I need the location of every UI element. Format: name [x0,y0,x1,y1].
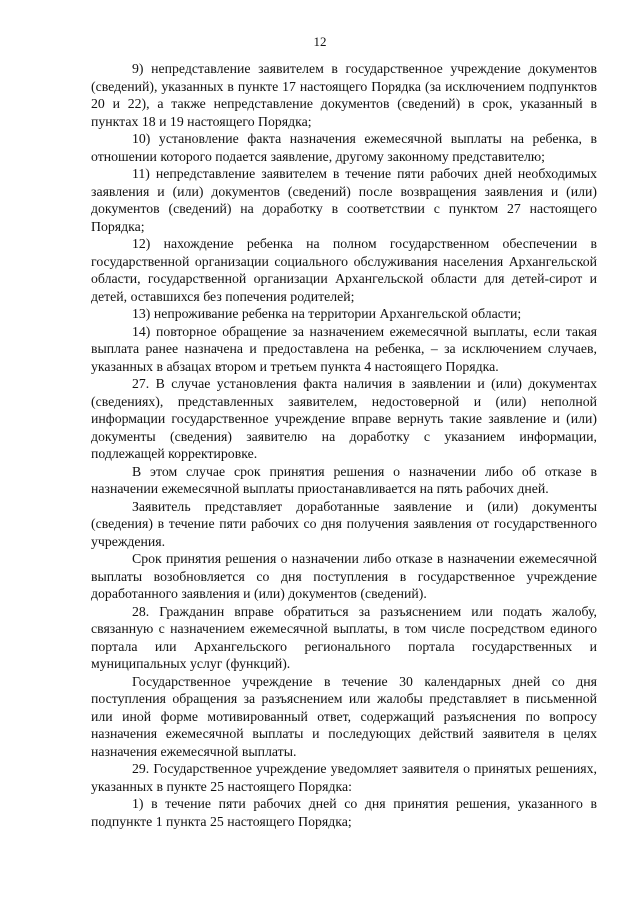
paragraph-subitem-13: 13) непроживание ребенка на территории Архангельской области; [132,306,522,321]
paragraph-item-29-subitem-1: 1) в течение пяти рабочих дней со дня принятия решения, указанного в подпункте 1 пункта 25 настоящего Порядка; [91,796,597,829]
paragraph-subitem-10: 10) установление факта назначения ежемесячной выплаты на ребенка, в отношении которого подается заявление, другому законному представителю; [91,131,597,164]
page-number: 12 [313,34,327,49]
paragraph-item-29: 29. Государственное учреждение уведомляет заявителя о принятых решениях, указанных в пункте 25 настоящего Порядка: [91,761,597,794]
paragraph-subitem-14: 14) повторное обращение за назначением ежемесячной выплаты, если такая выплата ранее назначена и предоставлена на ребенка, – за исключением случаев, указанных в абзацах втором и третьем пункта 4 настоящего Порядка. [91,323,597,374]
document-body [91,60,597,830]
paragraph-item-27-suspension: В этом случае срок принятия решения о назначении либо об отказе в назначении ежемесячной выплаты приостанавливается на пять рабочих дней. [91,463,597,496]
paragraph-subitem-11: 11) непредставление заявителем в течение пяти рабочих дней необходимых заявления и (или) документов (сведений) после возвращения заявления и (или) документов (сведений) на доработку в соответствии с пунктом 27 настоящего Порядка; [91,166,597,234]
paragraph-item-27-resubmission: Заявитель представляет доработанные заявление и (или) документы (сведения) в течение пяти рабочих со дня получения заявления от государственного учреждения. [91,498,597,549]
paragraph-item-27-resumption: Срок принятия решения о назначении либо отказе в назначении ежемесячной выплаты возобновляется со дня поступления в государственное учреждение доработанного заявления и (или) документов (сведений). [91,551,597,601]
paragraph-subitem-12: 12) нахождение ребенка на полном государственном обеспечении в государственной организации социального обслуживания населения Архангельской области, государственной организации Архангельской области для детей-сирот и детей, оставшихся без попечения родителей; [91,236,597,304]
paragraph-item-28-response: Государственное учреждение в течение 30 календарных дней со дня поступления обращения за разъяснением или жалобы представляет в письменной или иной форме мотивированный ответ, содержащий разъяснения по вопросу назначения ежемесячной выплаты и последующих действий заявителя в целях назначения ежемесячной выплаты. [91,673,597,759]
paragraph-item-27: 27. В случае установления факта наличия в заявлении и (или) документах (сведениях), представленных заявителем, недостоверной и (или) неполной информации государственное учреждение вправе вернуть такие заявление и (или) документы (сведения) заявителю на доработку с указанием информации, подлежащей корректировке. [91,376,597,461]
paragraph-item-28: 28. Гражданин вправе обратиться за разъяснением или подать жалобу, связанную с назначением ежемесячной выплаты, в том числе посредством единого портала или Архангельского регионального портала государственных и муниципальных услуг (функций). [91,603,597,671]
paragraph-subitem-9: 9) непредставление заявителем в государственное учреждение документов (сведений), указанных в пункте 17 настоящего Порядка (за исключением подпунктов 20 и 22), а также непредставление документов (сведений) в срок, указанный в пунктах 18 и 19 настоящего Порядка; [91,61,597,129]
